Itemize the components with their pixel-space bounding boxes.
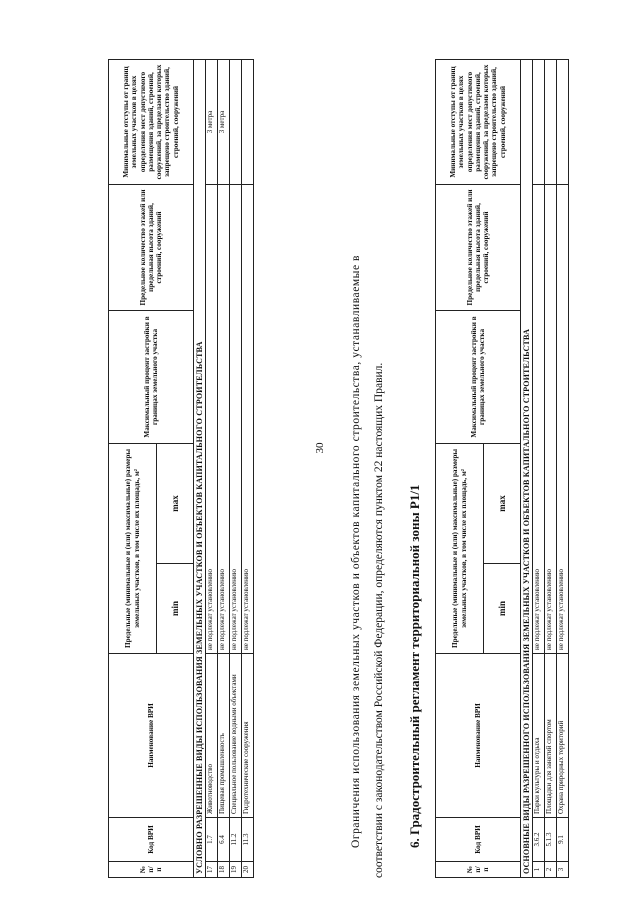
cell-minmax: не подлежат установлению: [230, 184, 242, 653]
cell-name: Животноводство: [206, 654, 218, 818]
col-header-floors: Предельное количество этажей или предельная высота зданий, строений, сооружений: [436, 184, 521, 310]
cell-num: 1: [533, 862, 545, 878]
page-number: 30: [314, 442, 326, 454]
cell-code: 1.7: [206, 818, 218, 862]
col-header-percent: Максимальный процент застройки в границах земельного участка: [109, 310, 194, 443]
table-row: [533, 59, 545, 877]
table-row: [230, 59, 242, 877]
col-header-floors: Предельное количество этажей или предельная высота зданий, строений, сооружений: [109, 184, 194, 310]
cell-code: 11.2: [230, 818, 242, 862]
paragraph-line-2: соответствии с законодательством Российской Федерации, определяются пунктом 22 настоящих Правил.: [373, 362, 385, 878]
col-header-setback: Минимальные отступы от границ земельных участков в целях определения мест допустимого размещения зданий, строений, сооружений, за пределами которых запрещено строительство зданий, строений, сооружений: [109, 59, 194, 184]
cell-num: 19: [230, 862, 242, 878]
cell-setback: [557, 59, 569, 184]
col-header-min: min: [484, 564, 521, 654]
table-row: [242, 59, 254, 877]
col-header-setback: Минимальные отступы от границ земельных участков в целях определения мест допустимого размещения зданий, строений, сооружений, за пределами которых запрещено строительство зданий, строений, сооружений: [436, 59, 521, 184]
cell-name: Специальное пользование водными объектами: [230, 654, 242, 818]
col-header-min: min: [157, 564, 194, 654]
cell-code: 5.1.3: [545, 818, 557, 862]
col-header-name: Наименование ВРИ: [436, 654, 521, 818]
cell-name: Гидротехнические сооружения: [242, 654, 254, 818]
cell-name: Площадки для занятий спортом: [545, 654, 557, 818]
cell-minmax: не подлежат установлению: [218, 184, 230, 653]
col-header-percent: Максимальный процент застройки в границах земельного участка: [436, 310, 521, 443]
cell-num: 17: [206, 862, 218, 878]
section-title: УСЛОВНО РАЗРЕШЕННЫЕ ВИДЫ ИСПОЛЬЗОВАНИЯ ЗЕМЕЛЬНЫХ УЧАСТКОВ И ОБЪЕКТОВ КАПИТАЛЬНОГО СТРОИТЕЛЬСТВА: [194, 59, 206, 877]
col-header-code: Код ВРИ: [436, 818, 521, 862]
cell-num: 2: [545, 862, 557, 878]
cell-code: 6.4: [218, 818, 230, 862]
col-header-name: Наименование ВРИ: [109, 654, 194, 818]
cell-setback: 3 метра: [206, 59, 218, 184]
col-header-num: № п/п: [109, 862, 194, 878]
landscape-page: [50, 28, 640, 878]
cell-minmax: не подлежат установлению: [545, 184, 557, 653]
table-row: [557, 59, 569, 877]
cell-setback: [242, 59, 254, 184]
cell-num: 3: [557, 862, 569, 878]
cell-minmax: не подлежат установлению: [557, 184, 569, 653]
table-main-uses: [435, 59, 569, 878]
cell-code: 3.6.2: [533, 818, 545, 862]
cell-setback: [230, 59, 242, 184]
cell-minmax: не подлежат установлению: [533, 184, 545, 653]
cell-num: 18: [218, 862, 230, 878]
table-row: [206, 59, 218, 877]
col-header-max: max: [484, 443, 521, 563]
cell-setback: [533, 59, 545, 184]
section-title: ОСНОВНЫЕ ВИДЫ РАЗРЕШЕННОГО ИСПОЛЬЗОВАНИЯ ЗЕМЕЛЬНЫХ УЧАСТКОВ И ОБЪЕКТОВ КАПИТАЛЬНОГО СТРОИТЕЛЬСТВА: [521, 59, 533, 877]
table-row: [545, 59, 557, 877]
cell-num: 20: [242, 862, 254, 878]
cell-code: 11.3: [242, 818, 254, 862]
cell-name: Пищевая промышленность: [218, 654, 230, 818]
section-heading: 6. Градостроительный регламент территориальной зоны Р1/1: [407, 484, 422, 848]
cell-setback: 3 метра: [218, 59, 230, 184]
table-row: [218, 59, 230, 877]
col-header-code: Код ВРИ: [109, 818, 194, 862]
cell-minmax: не подлежат установлению: [206, 184, 218, 653]
cell-name: Парки культуры и отдыха: [533, 654, 545, 818]
cell-setback: [545, 59, 557, 184]
cell-minmax: не подлежат установлению: [242, 184, 254, 653]
col-header-size: Предельные (минимальные и (или) максимальные) размеры земельных участков, в том числе их площадь, м²: [109, 443, 157, 653]
col-header-size: Предельные (минимальные и (или) максимальные) размеры земельных участков, в том числе их площадь, м²: [436, 443, 484, 653]
paragraph-line-1: Ограничения использования земельных участков и объектов капитального строительства, устанавливаемые в: [350, 254, 362, 848]
cell-code: 9.1: [557, 818, 569, 862]
cell-name: Охрана природных территорий: [557, 654, 569, 818]
col-header-num: № п/п: [436, 862, 521, 878]
col-header-max: max: [157, 443, 194, 563]
table-conditional-uses: [108, 59, 254, 878]
